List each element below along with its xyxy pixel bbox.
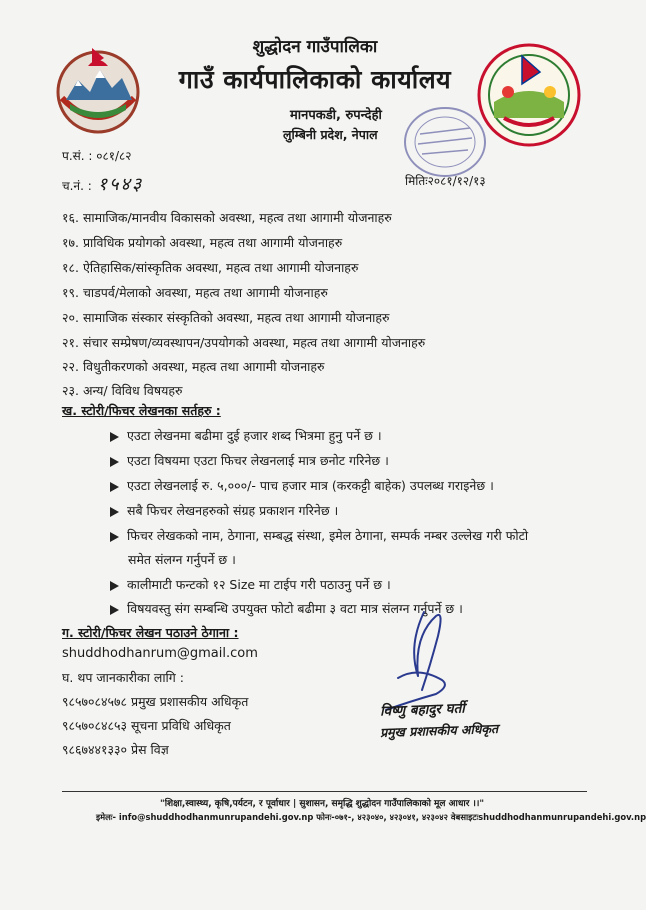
list-item: १६. सामाजिक/मानवीय विकासको अवस्था, महत्व तथा आगामी योजनाहरु	[62, 210, 392, 225]
footer-contact: इमेलः- info@shuddhodhanmunrupandehi.gov.np फोनः-०७१-, ४२३०४०, ४२३०४१, ४२३०४२ वेबसाइटःshuddhodhanmunrupandehi.gov.np	[96, 812, 646, 822]
municipality-name: शुद्धोदन गाउँपालिका	[252, 37, 378, 57]
dispatch-number: च.नं. : १५४३	[62, 174, 144, 195]
arrow-bullet-icon	[110, 507, 119, 517]
list-item: २३. अन्य/ विविध विषयहरु	[62, 383, 183, 398]
list-item: कालीमाटी फन्टको १२ Size मा टाईप गरी पठाउनु पर्ने छ ।	[110, 576, 391, 593]
signatory-name: विष्णु बहादुर घर्ती	[379, 700, 466, 720]
letter-date: मितिः२०८१/१२/१३	[405, 174, 486, 188]
list-item: एउटा लेखनमा बढीमा दुई हजार शब्द भित्रमा हुनु पर्ने छ ।	[110, 427, 382, 444]
list-item: १७. प्राविधिक प्रयोगको अवस्था, महत्व तथा आगामी योजनाहरु	[62, 235, 343, 250]
office-stamp-icon	[402, 104, 488, 180]
submission-email: shuddhodhanrum@gmail.com	[62, 646, 258, 661]
list-item-continuation: समेत संलग्न गर्नुपर्ने छ ।	[128, 552, 236, 567]
list-item: एउटा विषयमा एउटा फिचर लेखनलाई मात्र छनोट गरिनेछ ।	[110, 452, 389, 469]
signatory-post: प्रमुख प्रशासकीय अधिकृत	[379, 720, 499, 741]
list-item: फिचर लेखकको नाम, ठेगाना, सम्बद्ध संस्था, इमेल ठेगाना, सम्पर्क नम्बर उल्लेख गरी फोटो	[110, 527, 528, 544]
list-item: १८. ऐतिहासिक/सांस्कृतिक अवस्था, महत्व तथा आगामी योजनाहरु	[62, 260, 359, 275]
office-province: लुम्बिनी प्रदेश, नेपाल	[283, 127, 378, 142]
office-location: मानपकडी, रुपन्देही	[290, 108, 382, 123]
office-title: गाउँ कार्यपालिकाको कार्यालय	[178, 65, 452, 94]
address-heading: ग. स्टोरी/फिचर लेखन पठाउने ठेगाना :	[62, 625, 239, 640]
letter-ref-number: प.सं. : ०८१/८२	[62, 149, 132, 163]
list-item: सबै फिचर लेखनहरुको संग्रह प्रकाशन गरिनेछ ।	[110, 502, 338, 519]
arrow-bullet-icon	[110, 532, 119, 542]
list-item: २०. सामाजिक संस्कार संस्कृतिको अवस्था, महत्व तथा आगामी योजनाहरु	[62, 310, 390, 325]
conditions-heading: ख. स्टोरी/फिचर लेखनका सर्तहरु :	[62, 403, 221, 418]
arrow-bullet-icon	[110, 581, 119, 591]
list-item: विषयवस्तु संग सम्बन्धि उपयुक्त फोटो बढीमा ३ वटा मात्र संलग्न गर्नुपर्ने छ ।	[110, 600, 463, 617]
footer-divider	[62, 791, 587, 792]
list-item: २२. विधुतीकरणको अवस्था, महत्व तथा आगामी योजनाहरु	[62, 359, 325, 374]
info-heading: घ. थप जानकारीका लागि :	[62, 670, 185, 685]
list-item: एउटा लेखनलाई रु. ५,०००/- पाच हजार मात्र (करकट्टी बाहेक) उपलब्ध गराइनेछ ।	[110, 477, 494, 494]
arrow-bullet-icon	[110, 605, 119, 615]
footer-slogan: "शिक्षा,स्वास्थ्य, कृषि,पर्यटन, र पूर्वाधार | सुशासन, समृद्धि शुद्धोदन गाउँपालिकाको मूल आधार ।।"	[160, 799, 485, 809]
municipality-logo-icon	[474, 40, 584, 150]
contact-item: ९८६७४४१३३० प्रेस विज्ञ	[62, 742, 169, 757]
contact-item: ९८५७०८४५७८ प्रमुख प्रशासकीय अधिकृत	[62, 694, 249, 709]
contact-item: ९८५७०८४८५३ सूचना प्रविधि अधिकृत	[62, 718, 231, 733]
arrow-bullet-icon	[110, 457, 119, 467]
nepal-emblem-icon	[48, 40, 148, 140]
arrow-bullet-icon	[110, 482, 119, 492]
list-item: १९. चाडपर्व/मेलाको अवस्था, महत्व तथा आगामी योजनाहरु	[62, 285, 328, 300]
list-item: २१. संचार सम्प्रेषण/व्यवस्थापन/उपयोगको अवस्था, महत्व तथा आगामी योजनाहरु	[62, 335, 426, 350]
arrow-bullet-icon	[110, 432, 119, 442]
